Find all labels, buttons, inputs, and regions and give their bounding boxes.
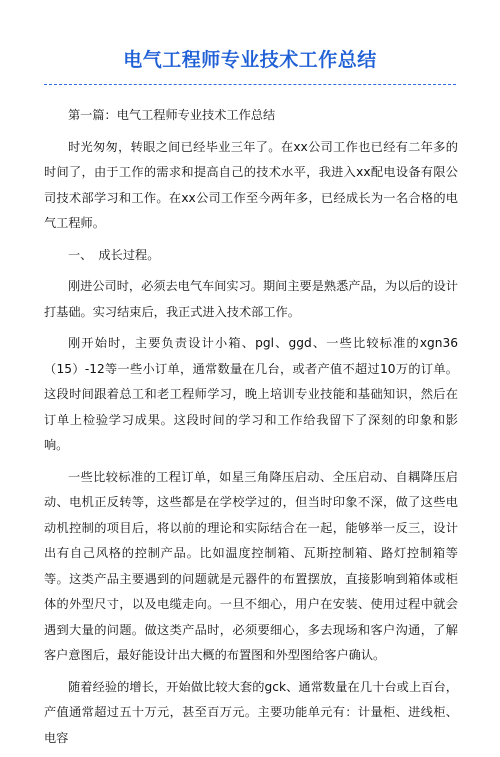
paragraph-early-work: 刚开始时，主要负责设计小箱、pgl、ggd、一些比较标准的xgn36（15）-12等一些小订单，通常数量在几台，或者产值不超过10万的订单。这段时间跟着总工和老工程师学习，晚上培训专业技能和基础知识，然后在订单上检验学习成果。这段时间的学习和工作给我留下了深刻的印象和影响。 <box>44 336 458 452</box>
paragraph-intro: 时光匆匆，转眼之间已经毕业三年了。在xx公司工作也已经有二年多的时间了，由于工作的需求和提高自己的技术水平，我进入xx配电设备有限公司技术部学习和工作。在xx公司工作至今两年多，已经成长为一名合格的电气工程师。 <box>44 139 458 230</box>
paragraph-large-orders: 随着经验的增长，开始做比较大套的gck、通常数量在几十台或上百台，产值通常超过五十万元，甚至百万元。主要功能单元有：计量柜、进线柜、电容 <box>44 679 458 745</box>
paragraph-internship: 刚进公司时，必须去电气车间实习。期间主要是熟悉产品，为以后的设计打基础。实习结束后，我正式进入技术部工作。 <box>44 279 458 319</box>
title-divider <box>44 84 456 85</box>
subsection-heading: 一、 成长过程。 <box>68 247 160 262</box>
document-body <box>44 103 458 757</box>
document-title: 电气工程师专业技术工作总结 <box>123 49 377 71</box>
paragraph-standard-orders: 一些比较标准的工程订单，如星三角降压启动、全压启动、自耦降压启动、电机正反转等，这些都是在学校学过的，但当时印象不深，做了这些电动机控制的项目后，将以前的理论和实际结合在一起，能够举一反三，设计出有自己风格的控制产品。比如温度控制箱、瓦斯控制箱、路灯控制箱等等。这类产品主要遇到的问题就是元器件的布置摆放，直接影响到箱体或柜体的外型尺寸，以及电缆走向。一旦不细心，用户在安装、使用过程中就会遇到大量的问题。做这类产品时，必须要细心，多去现场和客户沟通，了解客户意图后，最好能设计出大概的布置图和外型图给客户确认。 <box>44 469 458 662</box>
section-heading: 第一篇：电气工程师专业技术工作总结 <box>68 108 276 122</box>
